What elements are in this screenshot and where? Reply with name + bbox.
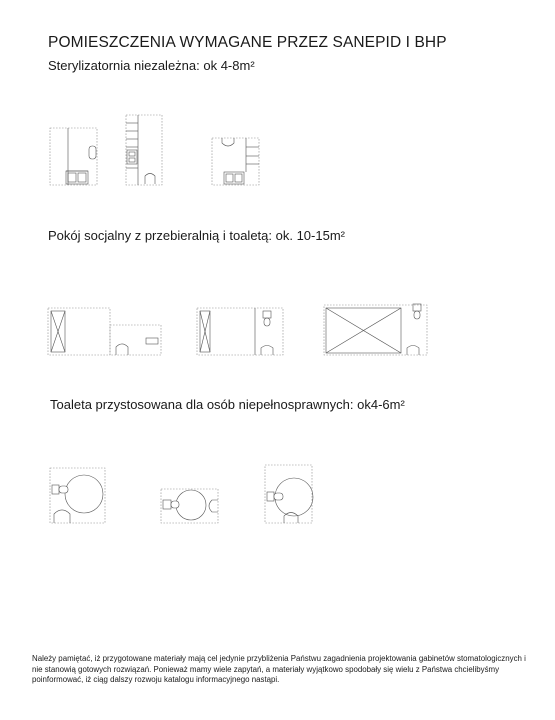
footer-disclaimer: Należy pamiętać, iż przygotowane materiały mają cel jedynie przybliżenia Państwu zagadnienia projektowania gabinetów stomatologicznych i nie stanowią gotowych rozwiązań. Ponieważ mamy wiele zapytań, a materiały wyjątkowo spodobały się wielu z Państwa chcielibyśmy poinformować, iż ciąg dalszy rozwoju katalogu informacyjnego nastąpi.	[32, 654, 526, 684]
sterilization-plan-3	[212, 138, 259, 185]
sterilization-plan-2	[126, 115, 162, 185]
page-title: POMIESZCZENIA WYMAGANE PRZEZ SANEPID I BHP	[48, 34, 447, 51]
social-room-plan-3	[324, 304, 427, 355]
accessible-toilet-plan-1	[50, 468, 105, 523]
section-heading-sterilization: Sterylizatornia niezależna: ok 4-8m²	[48, 58, 255, 73]
section-heading-social-room: Pokój socjalny z przebieralnią i toaletą: ok. 10-15m²	[48, 228, 345, 243]
accessible-toilet-plan-3	[265, 465, 313, 523]
sterilization-plan-1	[50, 128, 97, 185]
social-room-plan-2	[197, 308, 283, 355]
social-room-plan-1	[48, 308, 161, 355]
section-heading-accessible-toilet: Toaleta przystosowana dla osób niepełnosprawnych: ok4-6m²	[50, 397, 405, 412]
accessible-toilet-plan-2	[161, 489, 218, 523]
